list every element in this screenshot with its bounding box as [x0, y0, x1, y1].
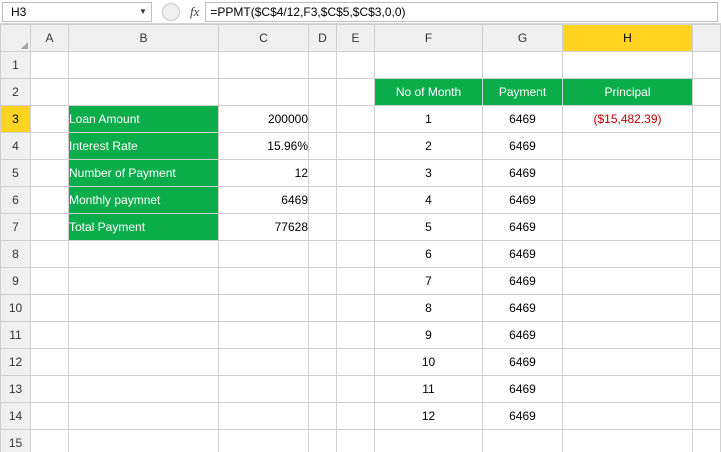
cell-a10[interactable]	[31, 295, 69, 322]
table-row	[1, 295, 721, 322]
schedule-cell-principal[interactable]	[563, 187, 693, 214]
chevron-down-icon[interactable]: ▼	[139, 6, 147, 16]
schedule-cell-principal[interactable]	[563, 133, 693, 160]
cell-e4[interactable]	[337, 133, 375, 160]
table-row	[1, 430, 721, 452]
cell-d10[interactable]	[309, 295, 337, 322]
cell-i15[interactable]	[693, 430, 721, 452]
column-header-row	[1, 25, 721, 52]
cell-e2[interactable]	[337, 79, 375, 106]
column-header-a[interactable]: A	[31, 25, 69, 52]
cell-b9[interactable]	[69, 268, 219, 295]
schedule-cell-payment[interactable]: 6469	[483, 322, 563, 349]
cell-e12[interactable]	[337, 349, 375, 376]
table-row	[1, 268, 721, 295]
row-header-14[interactable]: 14	[1, 403, 31, 430]
column-header-g[interactable]: G	[483, 25, 563, 52]
formula-input[interactable]: =PPMT($C$4/12,F3,$C$5,$C$3,0,0)	[205, 2, 718, 22]
column-header-d[interactable]: D	[309, 25, 337, 52]
cell-d1[interactable]	[309, 52, 337, 79]
cell-b14[interactable]	[69, 403, 219, 430]
table-row	[1, 160, 721, 187]
schedule-cell-principal[interactable]	[563, 160, 693, 187]
cell-e15[interactable]	[337, 430, 375, 452]
column-header-b[interactable]: B	[69, 25, 219, 52]
name-box-value: H3	[11, 4, 27, 19]
summary-value-interest-rate[interactable]: 15.96%	[219, 133, 309, 160]
cell-a12[interactable]	[31, 349, 69, 376]
schedule-cell-principal[interactable]	[563, 295, 693, 322]
cell-d3[interactable]	[309, 106, 337, 133]
cell-e11[interactable]	[337, 322, 375, 349]
summary-value-loan-amount[interactable]: 200000	[219, 106, 309, 133]
cell-g1[interactable]	[483, 52, 563, 79]
cell-a15[interactable]	[31, 430, 69, 452]
row-header-15[interactable]: 15	[1, 430, 31, 452]
schedule-cell-payment[interactable]: 6469	[483, 187, 563, 214]
cell-c10[interactable]	[219, 295, 309, 322]
cell-c14[interactable]	[219, 403, 309, 430]
cell-a6[interactable]	[31, 187, 69, 214]
table-row	[1, 187, 721, 214]
schedule-cell-payment[interactable]: 6469	[483, 241, 563, 268]
cell-c1[interactable]	[219, 52, 309, 79]
cell-e13[interactable]	[337, 376, 375, 403]
cell-a5[interactable]	[31, 160, 69, 187]
summary-label-loan-amount[interactable]: Loan Amount	[69, 106, 219, 133]
cell-i4[interactable]	[693, 133, 721, 160]
cell-e10[interactable]	[337, 295, 375, 322]
cell-d2[interactable]	[309, 79, 337, 106]
cell-i8[interactable]	[693, 241, 721, 268]
cell-d15[interactable]	[309, 430, 337, 452]
cell-e3[interactable]	[337, 106, 375, 133]
cell-d4[interactable]	[309, 133, 337, 160]
cell-a7[interactable]	[31, 214, 69, 241]
row-header-3[interactable]: 3	[1, 106, 31, 133]
schedule-cell-payment[interactable]: 6469	[483, 403, 563, 430]
insert-function-icon[interactable]: fx	[190, 3, 200, 19]
cancel-confirm-icon[interactable]	[162, 3, 180, 21]
cell-e7[interactable]	[337, 214, 375, 241]
schedule-cell-principal[interactable]	[563, 268, 693, 295]
schedule-cell-principal[interactable]	[563, 241, 693, 268]
schedule-cell-principal[interactable]	[563, 322, 693, 349]
spreadsheet-grid[interactable]	[0, 24, 721, 452]
cell-c11[interactable]	[219, 322, 309, 349]
schedule-cell-principal[interactable]	[563, 214, 693, 241]
summary-value-total-payment[interactable]: 77628	[219, 214, 309, 241]
cell-i9[interactable]	[693, 268, 721, 295]
cell-a9[interactable]	[31, 268, 69, 295]
cell-b15[interactable]	[69, 430, 219, 452]
cell-a14[interactable]	[31, 403, 69, 430]
cell-a4[interactable]	[31, 133, 69, 160]
row-header-5[interactable]: 5	[1, 160, 31, 187]
cell-d6[interactable]	[309, 187, 337, 214]
summary-value-number-of-payment[interactable]: 12	[219, 160, 309, 187]
row-header-1[interactable]: 1	[1, 52, 31, 79]
cell-d8[interactable]	[309, 241, 337, 268]
column-header-e[interactable]: E	[337, 25, 375, 52]
cell-c12[interactable]	[219, 349, 309, 376]
column-header-extra[interactable]	[693, 25, 721, 52]
cell-d7[interactable]	[309, 214, 337, 241]
column-header-f[interactable]: F	[375, 25, 483, 52]
schedule-cell-month[interactable]: 8	[375, 295, 483, 322]
schedule-cell-principal[interactable]	[563, 349, 693, 376]
schedule-cell-payment[interactable]: 6469	[483, 268, 563, 295]
row-header-2[interactable]: 2	[1, 79, 31, 106]
select-all-corner[interactable]	[1, 25, 31, 52]
schedule-cell-principal-active[interactable]: ($15,482.39)	[563, 106, 693, 133]
cell-i6[interactable]	[693, 187, 721, 214]
cell-c15[interactable]	[219, 430, 309, 452]
cell-i12[interactable]	[693, 349, 721, 376]
summary-label-interest-rate[interactable]: Interest Rate	[69, 133, 219, 160]
cell-i3[interactable]	[693, 106, 721, 133]
table-row	[1, 349, 721, 376]
cell-i14[interactable]	[693, 403, 721, 430]
schedule-cell-principal[interactable]	[563, 376, 693, 403]
schedule-cell-principal[interactable]	[563, 403, 693, 430]
schedule-header-payment[interactable]: Payment	[483, 79, 563, 106]
schedule-cell-month[interactable]: 11	[375, 376, 483, 403]
summary-label-total-payment[interactable]: Total Payment	[69, 214, 219, 241]
schedule-cell-payment[interactable]: 6469	[483, 214, 563, 241]
schedule-cell-month[interactable]: 1	[375, 106, 483, 133]
cell-b8[interactable]	[69, 241, 219, 268]
cell-i13[interactable]	[693, 376, 721, 403]
row-header-4[interactable]: 4	[1, 133, 31, 160]
cell-a2[interactable]	[31, 79, 69, 106]
schedule-cell-month[interactable]: 9	[375, 322, 483, 349]
cell-d12[interactable]	[309, 349, 337, 376]
cell-a8[interactable]	[31, 241, 69, 268]
schedule-cell-payment[interactable]: 6469	[483, 349, 563, 376]
cell-d5[interactable]	[309, 160, 337, 187]
cell-d14[interactable]	[309, 403, 337, 430]
column-header-h[interactable]: H	[563, 25, 693, 52]
schedule-header-principal[interactable]: Principal	[563, 79, 693, 106]
schedule-cell-month[interactable]: 6	[375, 241, 483, 268]
row-header-13[interactable]: 13	[1, 376, 31, 403]
cell-a11[interactable]	[31, 322, 69, 349]
table-row	[1, 376, 721, 403]
summary-label-monthly-payment[interactable]: Monthly paymnet	[69, 187, 219, 214]
schedule-cell-month[interactable]: 4	[375, 187, 483, 214]
row-header-6[interactable]: 6	[1, 187, 31, 214]
cell-d11[interactable]	[309, 322, 337, 349]
cell-i11[interactable]	[693, 322, 721, 349]
table-row	[1, 322, 721, 349]
schedule-cell-payment[interactable]: 6469	[483, 295, 563, 322]
table-row	[1, 52, 721, 79]
cell-b1[interactable]	[69, 52, 219, 79]
table-row	[1, 241, 721, 268]
cell-c2[interactable]	[219, 79, 309, 106]
row-header-9[interactable]: 9	[1, 268, 31, 295]
schedule-cell-payment[interactable]	[483, 430, 563, 452]
cell-i10[interactable]	[693, 295, 721, 322]
table-row	[1, 79, 721, 106]
cell-b10[interactable]	[69, 295, 219, 322]
cell-i5[interactable]	[693, 160, 721, 187]
cell-a13[interactable]	[31, 376, 69, 403]
cell-d13[interactable]	[309, 376, 337, 403]
row-header-8[interactable]: 8	[1, 241, 31, 268]
cell-h1[interactable]	[563, 52, 693, 79]
cell-a1[interactable]	[31, 52, 69, 79]
cell-d9[interactable]	[309, 268, 337, 295]
cell-i7[interactable]	[693, 214, 721, 241]
schedule-cell-payment[interactable]: 6469	[483, 160, 563, 187]
grid-table	[0, 24, 721, 452]
schedule-cell-principal[interactable]	[563, 430, 693, 452]
schedule-cell-month[interactable]: 12	[375, 403, 483, 430]
cell-e8[interactable]	[337, 241, 375, 268]
cell-b11[interactable]	[69, 322, 219, 349]
schedule-cell-month[interactable]: 5	[375, 214, 483, 241]
cell-f1[interactable]	[375, 52, 483, 79]
cell-c9[interactable]	[219, 268, 309, 295]
name-box[interactable]	[2, 2, 152, 22]
schedule-cell-payment[interactable]: 6469	[483, 106, 563, 133]
cell-e5[interactable]	[337, 160, 375, 187]
cell-e6[interactable]	[337, 187, 375, 214]
cell-b12[interactable]	[69, 349, 219, 376]
cell-a3[interactable]	[31, 106, 69, 133]
schedule-cell-month[interactable]: 2	[375, 133, 483, 160]
schedule-cell-month[interactable]	[375, 430, 483, 452]
table-row	[1, 214, 721, 241]
schedule-cell-month[interactable]: 3	[375, 160, 483, 187]
schedule-cell-month[interactable]: 10	[375, 349, 483, 376]
cell-c8[interactable]	[219, 241, 309, 268]
cell-e9[interactable]	[337, 268, 375, 295]
row-header-11[interactable]: 11	[1, 322, 31, 349]
cell-i1[interactable]	[693, 52, 721, 79]
table-row	[1, 403, 721, 430]
cell-e14[interactable]	[337, 403, 375, 430]
row-header-7[interactable]: 7	[1, 214, 31, 241]
cell-e1[interactable]	[337, 52, 375, 79]
row-header-10[interactable]: 10	[1, 295, 31, 322]
schedule-cell-month[interactable]: 7	[375, 268, 483, 295]
summary-value-monthly-payment[interactable]: 6469	[219, 187, 309, 214]
table-row	[1, 133, 721, 160]
cell-b13[interactable]	[69, 376, 219, 403]
cell-b2[interactable]	[69, 79, 219, 106]
column-header-c[interactable]: C	[219, 25, 309, 52]
cell-i2[interactable]	[693, 79, 721, 106]
row-header-12[interactable]: 12	[1, 349, 31, 376]
schedule-header-month[interactable]: No of Month	[375, 79, 483, 106]
schedule-cell-payment[interactable]: 6469	[483, 133, 563, 160]
summary-label-number-of-payment[interactable]: Number of Payment	[69, 160, 219, 187]
cell-c13[interactable]	[219, 376, 309, 403]
schedule-cell-payment[interactable]: 6469	[483, 376, 563, 403]
table-row	[1, 106, 721, 133]
formula-bar	[0, 0, 721, 24]
formula-tools	[162, 3, 199, 21]
